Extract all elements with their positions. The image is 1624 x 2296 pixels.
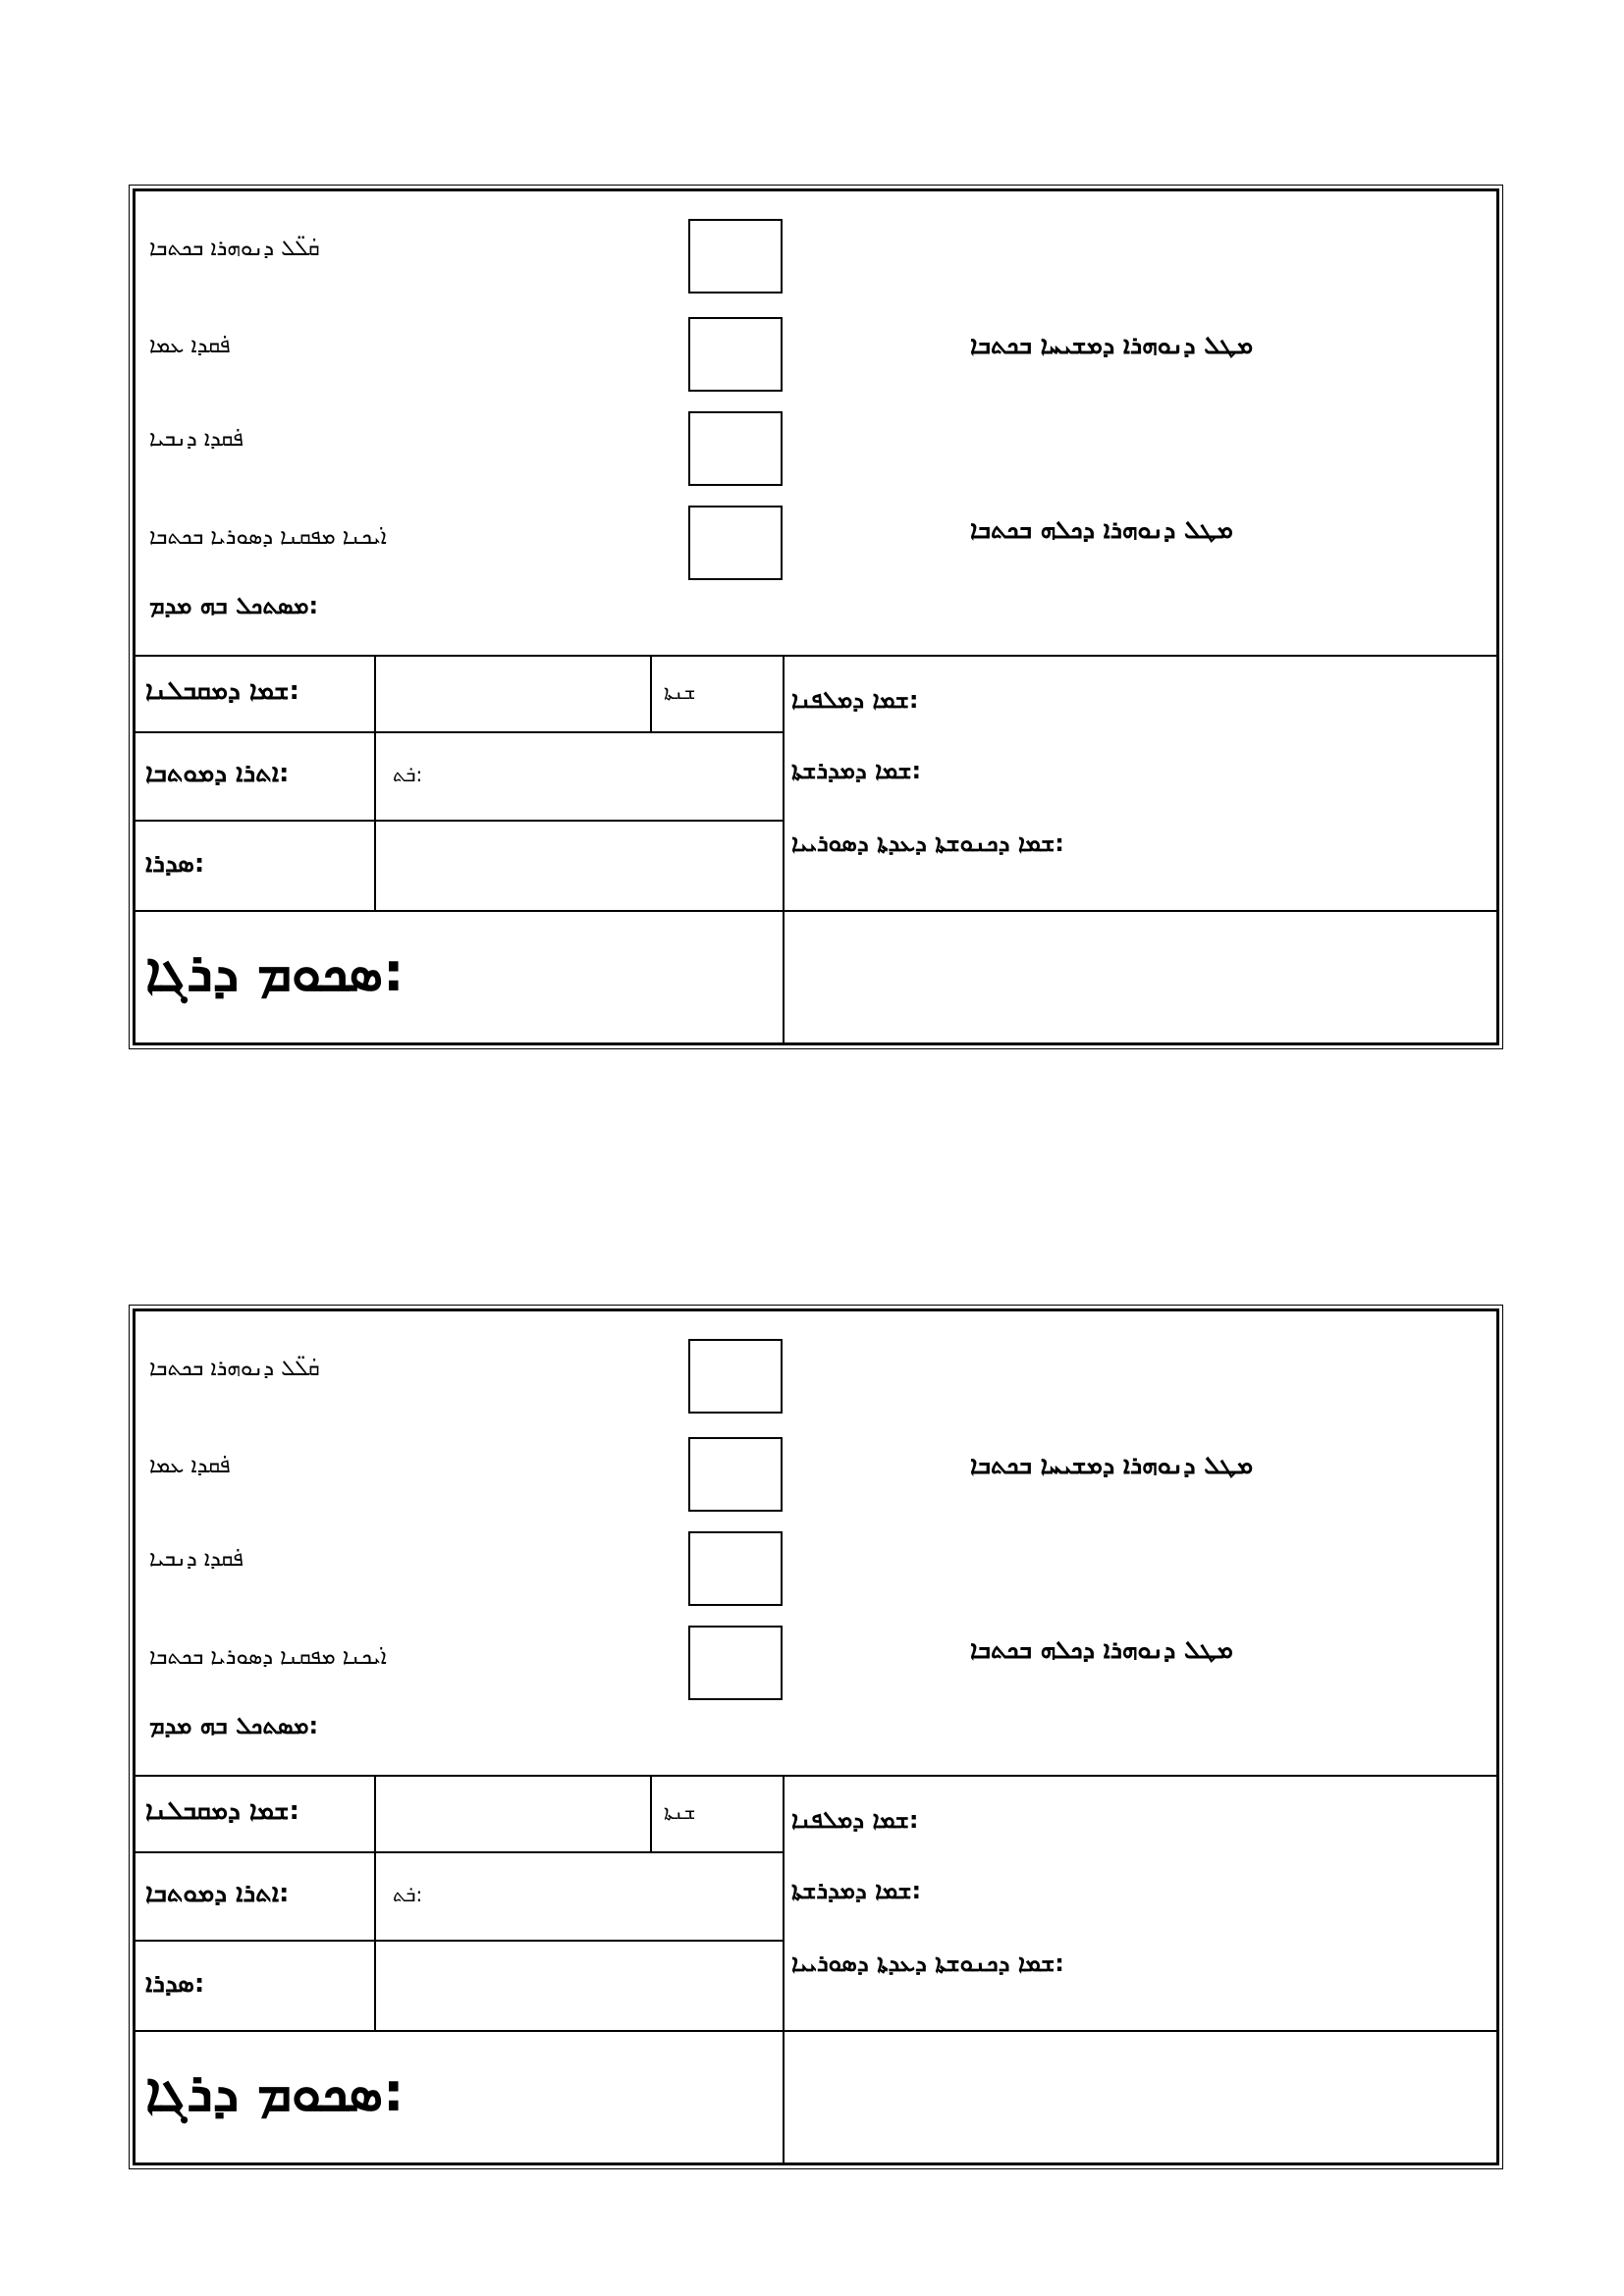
option-label: ܦܩܕܐ ܥܡܐ ̇ xyxy=(149,334,238,358)
option-label: ܦܩܕܐ ܕܢܒܝܐ ̇ xyxy=(149,1547,250,1572)
divider xyxy=(374,655,376,910)
right-heading: ܡܛܠ ܕܢܘܗܪܐ ܕܟܠܗ ܒܟܬܒܐ xyxy=(970,1635,1233,1664)
option-checkbox[interactable] xyxy=(688,1626,783,1700)
option-checkbox[interactable] xyxy=(688,1339,783,1414)
name-input[interactable] xyxy=(377,657,648,729)
divider xyxy=(374,1775,376,2030)
option-label: ܩܠ̈ܠ ܕܢܘܗܪܐ ܒܟܬܒܐ ̇ xyxy=(149,1357,327,1381)
school-label: ܫܡܐ ܕܡܕܪܫܬܐ: xyxy=(791,1877,922,1904)
divider xyxy=(783,1775,785,2163)
right-heading: ܡܛܠ ܕܢܘܗܪܐ ܕܟܠܗ ܒܟܬܒܐ xyxy=(970,515,1233,544)
name-label: ܫܡܐ ܕܡܩܒܠܢܐ: xyxy=(145,676,299,706)
divider xyxy=(650,1775,652,1851)
place-prefix: ܒ̇ܬ: xyxy=(393,763,423,786)
church-label: ܫܡܐ ܕܟܢܘܫܬܐ ܕܥܕܬܐ ܕܣܘܪܝܝܐ: xyxy=(791,829,1064,857)
divider xyxy=(650,655,652,731)
class-input[interactable] xyxy=(377,822,780,908)
option-label: ܦܩܕܐ ܥܡܐ ̇ xyxy=(149,1454,238,1478)
teacher-label: ܫܡܐ ܕܡܠܦܢܐ: xyxy=(791,686,919,714)
date-label: ܫܢܬܐ xyxy=(664,680,696,704)
place-label: ܐܬܪܐ ܕܡܘܬܒܐ: xyxy=(145,759,290,788)
option-label: ܐܝܟܢܐ ܡܦܩܢܐ ܕܣܘܪܝܐ ܒܟܬܒܐ ̇ xyxy=(149,1645,394,1670)
option-label: ܦܩܕܐ ܕܢܒܝܐ ̇ xyxy=(149,427,250,452)
date-input[interactable] xyxy=(653,1777,781,1849)
divider xyxy=(783,655,785,1042)
option-checkbox[interactable] xyxy=(688,411,783,486)
total-label: ܣܟܘܡ ܕܪܓܐ: xyxy=(145,2061,405,2123)
option-checkbox[interactable] xyxy=(688,506,783,580)
school-label: ܫܡܐ ܕܡܕܪܫܬܐ: xyxy=(791,757,922,784)
class-label: ܣܕܪܐ: xyxy=(145,849,205,879)
total-label: ܣܟܘܡ ܕܪܓܐ: xyxy=(145,941,405,1003)
date-input[interactable] xyxy=(653,657,781,729)
option-checkbox[interactable] xyxy=(688,1531,783,1606)
right-heading: ܡܛܠ ܕܢܘܗܪܐ ܕܡܫܝܚܐ ܒܟܬܒܐ xyxy=(970,331,1254,359)
form-card xyxy=(133,1308,1499,2165)
form-card xyxy=(133,188,1499,1045)
name-label: ܫܡܐ ܕܡܩܒܠܢܐ: xyxy=(145,1796,299,1826)
class-label: ܣܕܪܐ: xyxy=(145,1969,205,1999)
option-checkbox[interactable] xyxy=(688,1437,783,1512)
total-input[interactable] xyxy=(785,913,1494,1041)
divider xyxy=(135,655,1496,657)
teacher-label: ܫܡܐ ܕܡܠܦܢܐ: xyxy=(791,1806,919,1834)
place-label: ܐܬܪܐ ܕܡܘܬܒܐ: xyxy=(145,1879,290,1908)
right-heading: ܡܛܠ ܕܢܘܗܪܐ ܕܡܫܝܚܐ ܒܟܬܒܐ xyxy=(970,1451,1254,1479)
option-checkbox[interactable] xyxy=(688,317,783,392)
divider xyxy=(135,910,1496,912)
class-input[interactable] xyxy=(377,1942,780,2028)
option-label: ܩܠ̈ܠ ܕܢܘܗܪܐ ܒܟܬܒܐ ̇ xyxy=(149,237,327,261)
divider xyxy=(135,1775,1496,1777)
option-checkbox[interactable] xyxy=(688,219,783,294)
place-input[interactable] xyxy=(440,1853,780,1938)
subject-label: ܡܣܬܟܠ ܒܗ ܡܕܡ: xyxy=(149,1712,319,1739)
church-label: ܫܡܐ ܕܟܢܘܫܬܐ ܕܥܕܬܐ ܕܣܘܪܝܝܐ: xyxy=(791,1949,1064,1977)
subject-label: ܡܣܬܟܠ ܒܗ ܡܕܡ: xyxy=(149,592,319,619)
divider xyxy=(135,2030,1496,2032)
date-label: ܫܢܬܐ xyxy=(664,1800,696,1824)
place-input[interactable] xyxy=(440,733,780,818)
name-input[interactable] xyxy=(377,1777,648,1849)
total-input[interactable] xyxy=(785,2033,1494,2161)
option-label: ܐܝܟܢܐ ܡܦܩܢܐ ܕܣܘܪܝܐ ܒܟܬܒܐ ̇ xyxy=(149,525,394,550)
place-prefix: ܒ̇ܬ: xyxy=(393,1883,423,1906)
